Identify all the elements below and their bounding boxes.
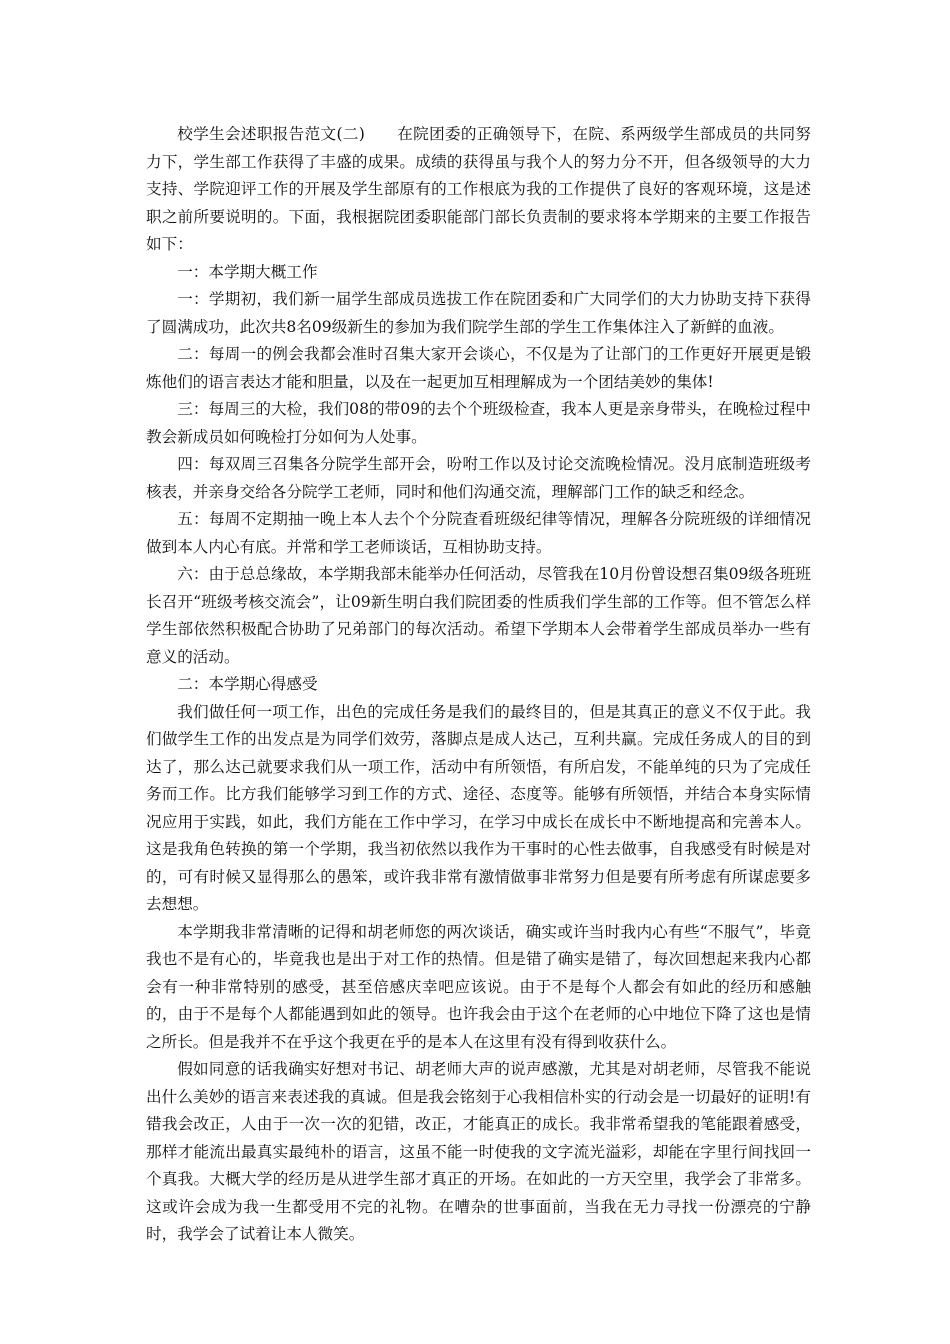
document-title: 校学生会述职报告范文(二) <box>177 125 365 143</box>
document-page <box>146 121 811 1249</box>
paragraph-item-5: 五：每周不定期抽一晚上本人去个个分院查看班级纪律等情况，理解各分院班级的详细情况做到本人内心有底。并常和学工老师谈话，互相协助支持。 <box>146 510 811 556</box>
paragraph-item-2: 二：每周一的例会我都会准时召集大家开会谈心，不仅是为了让部门的工作更好开展更是锻炼他们的语言表达才能和胆量，以及在一起更加互相理解成为一个团结美妙的集体! <box>146 345 811 391</box>
reflection-paragraph-3: 假如同意的话我确实好想对书记、胡老师大声的说声感激，尤其是对胡老师，尽管我不能说出什么美妙的语言来表述我的真诚。但是我会铭刻于心我相信朴实的行动会是一切最好的证明!有错我会改正，人由于一次一次的犯错，改正，才能真正的成长。我非常希望我的笔能跟着感受，那样才能流出最真实最纯朴的语言，这虽不能一时使我的文字流光溢彩，却能在字里行间找回一个真我。大概大学的经历是从进学生部才真正的开场。在如此的一方天空里，我学会了非常多。这或许会成为我一生都受用不完的礼物。在嘈杂的世事面前，当我在无力寻找一份漂亮的宁静时，我学会了试着让本人微笑。 <box>146 1060 811 1243</box>
paragraph-item-4: 四：每双周三召集各分院学生部开会，吩咐工作以及讨论交流晚检情况。没月底制造班级考核表，并亲身交给各分院学工老师，同时和他们沟通交流，理解部门工作的缺乏和经念。 <box>146 455 811 501</box>
reflection-paragraph-1: 我们做任何一项工作，出色的完成任务是我们的最终目的，但是其真正的意义不仅于此。我们做学生工作的出发点是为同学们效劳，落脚点是成人达己，互利共赢。完成任务成人的目的到达了，那么达己就要求我们从一项工作，活动中有所领悟，有所启发，不能单纯的只为了完成任务而工作。比方我们能够学习到工作的方式、途径、态度等。能够有所领悟，并结合本身实际情况应用于实践，如此，我们方能在工作中学习，在学习中成长在成长中不断地提高和完善本人。这是我角色转换的第一个学期，我当初依然以我作为干事时的心性去做事，自我感受有时候是对的，可有时候又显得那么的愚笨，或许我非常有激情做事非常努力但是要有所考虑有所谋虑要多去想想。 <box>146 702 811 913</box>
paragraph-item-1: 一：学期初，我们新一届学生部成员选拔工作在院团委和广大同学们的大力协助支持下获得了圆满成功，此次共8名09级新生的参加为我们院学生部的学生工作集体注入了新鲜的血液。 <box>146 290 811 336</box>
reflection-paragraph-2: 本学期我非常清晰的记得和胡老师您的两次谈话，确实或许当时我内心有些“不服气”，毕竟我也不是有心的，毕竟我也是出于对工作的热情。但是错了确实是错了，每次回想起来我内心都会有一种非常特别的感受，甚至倍感庆幸吧应该说。由于不是每个人都会有如此的经历和感触的，由于不是每个人都能遇到如此的领导。也许我会由于这个在老师的心中地位下降了这也是情之所长。但是我并不在乎这个我更在乎的是本人在这里有没有得到收获什么。 <box>146 922 811 1051</box>
intro-text: 在院团委的正确领导下，在院、系两级学生部成员的共同努力下，学生部工作获得了丰盛的成果。成绩的获得虽与我个人的努力分不开，但各级领导的大力支持、学院迎评工作的开展及学生部原有的工作根底为我的工作提供了良好的客观环境，这是述职之前所要说明的。下面，我根据院团委职能部门部长负责制的要求将本学期来的主要工作报告如下： <box>146 125 811 253</box>
intro-paragraph <box>146 121 811 259</box>
paragraph-item-3: 三：每周三的大检，我们08的带09的去个个班级检查，我本人更是亲身带头，在晚检过程中教会新成员如何晚检打分如何为人处事。 <box>146 400 811 446</box>
paragraph-item-6: 六：由于总总缘故，本学期我部未能举办任何活动，尽管我在10月份曾设想召集09级各班班长召开“班级考核交流会”，让09新生明白我们院团委的性质我们学生部的工作等。但不管怎么样学生部依然积极配合协助了兄弟部门的每次活动。希望下学期本人会带着学生部成员举办一些有意义的活动。 <box>146 565 811 666</box>
section-heading-work: 一：本学期大概工作 <box>177 262 318 281</box>
section-heading-reflection: 二：本学期心得感受 <box>177 675 318 693</box>
